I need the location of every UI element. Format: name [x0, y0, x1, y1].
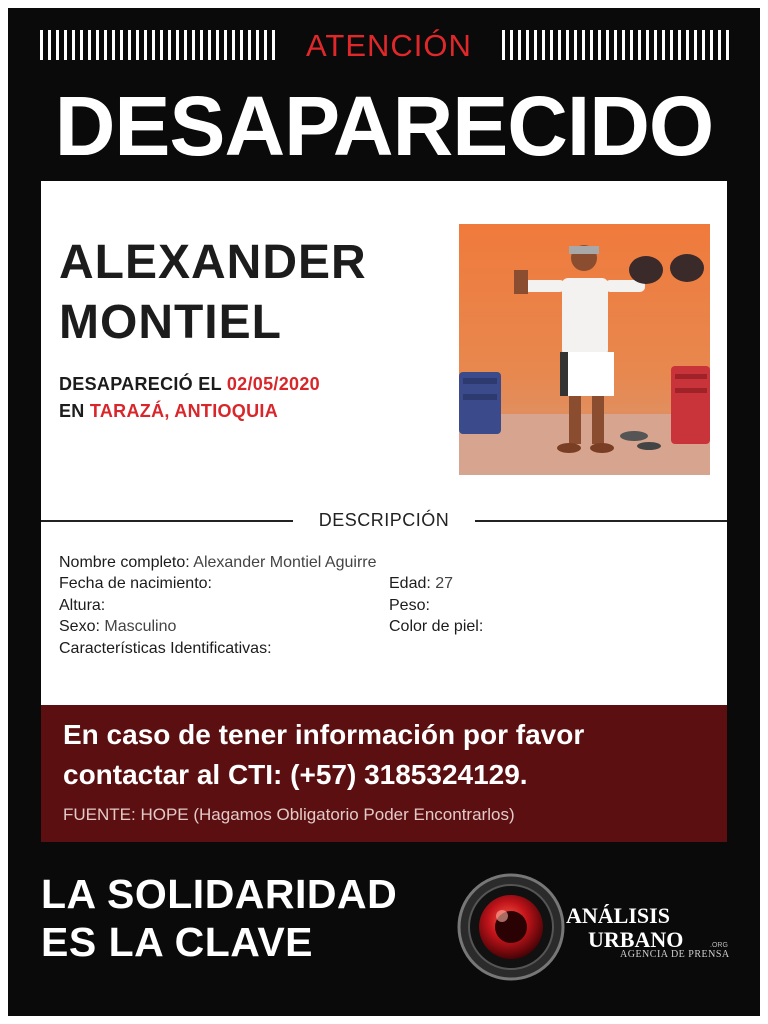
stripe — [88, 30, 91, 60]
stripe — [208, 30, 211, 60]
stripe — [510, 30, 513, 60]
person-name — [59, 233, 439, 353]
stripe — [56, 30, 59, 60]
stripe — [502, 30, 505, 60]
stripe — [216, 30, 219, 60]
field-birth-date — [59, 575, 212, 593]
stripe — [152, 30, 155, 60]
decorative-stripes-right — [502, 30, 734, 60]
missing-location-line — [59, 401, 278, 422]
description-rule-right — [475, 520, 727, 522]
stripe — [264, 30, 267, 60]
weight-label: Peso: — [389, 597, 430, 614]
stripe — [112, 30, 115, 60]
stripe — [248, 30, 251, 60]
stripe — [670, 30, 673, 60]
stripe — [168, 30, 171, 60]
brand-domain-suffix: .ORG — [710, 942, 728, 949]
stripe — [104, 30, 107, 60]
stripe — [726, 30, 729, 60]
stripe — [718, 30, 721, 60]
brand-name-line-1: ANÁLISIS — [566, 903, 670, 928]
stripe — [64, 30, 67, 60]
stripe — [654, 30, 657, 60]
stripe — [574, 30, 577, 60]
contact-panel — [41, 705, 727, 842]
stripe — [96, 30, 99, 60]
stripe — [534, 30, 537, 60]
brand-name-line-2: URBANO — [588, 927, 684, 952]
stripe — [710, 30, 713, 60]
stripe — [120, 30, 123, 60]
stripe — [272, 30, 275, 60]
birth-date-label: Fecha de nacimiento: — [59, 575, 212, 592]
headline-missing: DESAPARECIDO — [54, 79, 714, 173]
stripe — [582, 30, 585, 60]
stripe — [136, 30, 139, 60]
stripe — [662, 30, 665, 60]
stripe — [638, 30, 641, 60]
decorative-stripes-left — [40, 30, 276, 60]
brand-tagline: AGENCIA DE PRENSA — [620, 949, 730, 960]
field-identifying-features — [59, 640, 272, 658]
slogan — [41, 870, 397, 966]
stripe — [646, 30, 649, 60]
person-last-name: MONTIEL — [59, 296, 282, 349]
description-title: DESCRIPCIÓN — [318, 510, 450, 530]
stripe — [176, 30, 179, 60]
stripe — [40, 30, 43, 60]
stripe — [678, 30, 681, 60]
sex-value: Masculino — [104, 618, 177, 635]
full-name-value: Alexander Montiel Aguirre — [193, 554, 377, 571]
brand-name — [566, 904, 683, 952]
contact-line-2: contactar al CTI: (+57) 3185324129. — [63, 759, 528, 790]
missing-location: TARAZÁ, ANTIOQUIA — [89, 401, 279, 421]
stripe — [558, 30, 561, 60]
contact-line-1: En caso de tener información por favor — [63, 719, 585, 750]
stripe — [184, 30, 187, 60]
stripe — [232, 30, 235, 60]
age-label: Edad: — [389, 575, 431, 592]
contact-message — [63, 715, 713, 795]
attention-label: ATENCIÓN — [306, 28, 472, 63]
stripe — [702, 30, 705, 60]
person-photo — [459, 224, 710, 475]
description-rule-left — [41, 520, 293, 522]
missing-person-poster — [8, 8, 760, 1016]
age-value: 27 — [435, 575, 454, 592]
stripe — [256, 30, 259, 60]
stripe — [240, 30, 243, 60]
camera-lens-logo-icon — [456, 872, 566, 982]
attention-row — [8, 26, 760, 66]
sex-label: Sexo: — [59, 618, 100, 635]
full-name-label: Nombre completo: — [59, 554, 190, 571]
stripe — [224, 30, 227, 60]
info-panel — [41, 181, 727, 705]
stripe — [614, 30, 617, 60]
field-sex — [59, 618, 176, 636]
stripe — [144, 30, 147, 60]
stripe — [542, 30, 545, 60]
field-height — [59, 597, 105, 615]
stripe — [694, 30, 697, 60]
stripe — [192, 30, 195, 60]
missing-date-line — [59, 374, 320, 395]
missing-date: 02/05/2020 — [226, 374, 320, 394]
missing-date-prefix: DESAPARECIÓ EL — [59, 374, 222, 394]
height-label: Altura: — [59, 597, 106, 614]
stripe — [128, 30, 131, 60]
missing-location-prefix: EN — [59, 401, 85, 421]
stripe — [606, 30, 609, 60]
stripe — [622, 30, 625, 60]
stripe — [160, 30, 163, 60]
stripe — [566, 30, 569, 60]
skin-color-label: Color de piel: — [389, 618, 484, 635]
stripe — [550, 30, 553, 60]
stripe — [48, 30, 51, 60]
stripe — [200, 30, 203, 60]
stripe — [686, 30, 689, 60]
person-first-name: ALEXANDER — [59, 236, 367, 289]
stripe — [598, 30, 601, 60]
stripe — [80, 30, 83, 60]
slogan-line-1: LA SOLIDARIDAD — [41, 871, 398, 917]
field-weight — [389, 597, 430, 615]
stripe — [526, 30, 529, 60]
source-note: FUENTE: HOPE (Hagamos Obligatorio Poder Encontrarlos) — [63, 805, 515, 824]
slogan-line-2: ES LA CLAVE — [41, 919, 314, 965]
stripe — [590, 30, 593, 60]
stripe — [518, 30, 521, 60]
stripe — [72, 30, 75, 60]
identifying-features-label: Características Identificativas: — [59, 640, 272, 657]
field-age — [389, 575, 453, 593]
field-skin-color — [389, 618, 483, 636]
field-full-name — [59, 554, 377, 572]
stripe — [630, 30, 633, 60]
